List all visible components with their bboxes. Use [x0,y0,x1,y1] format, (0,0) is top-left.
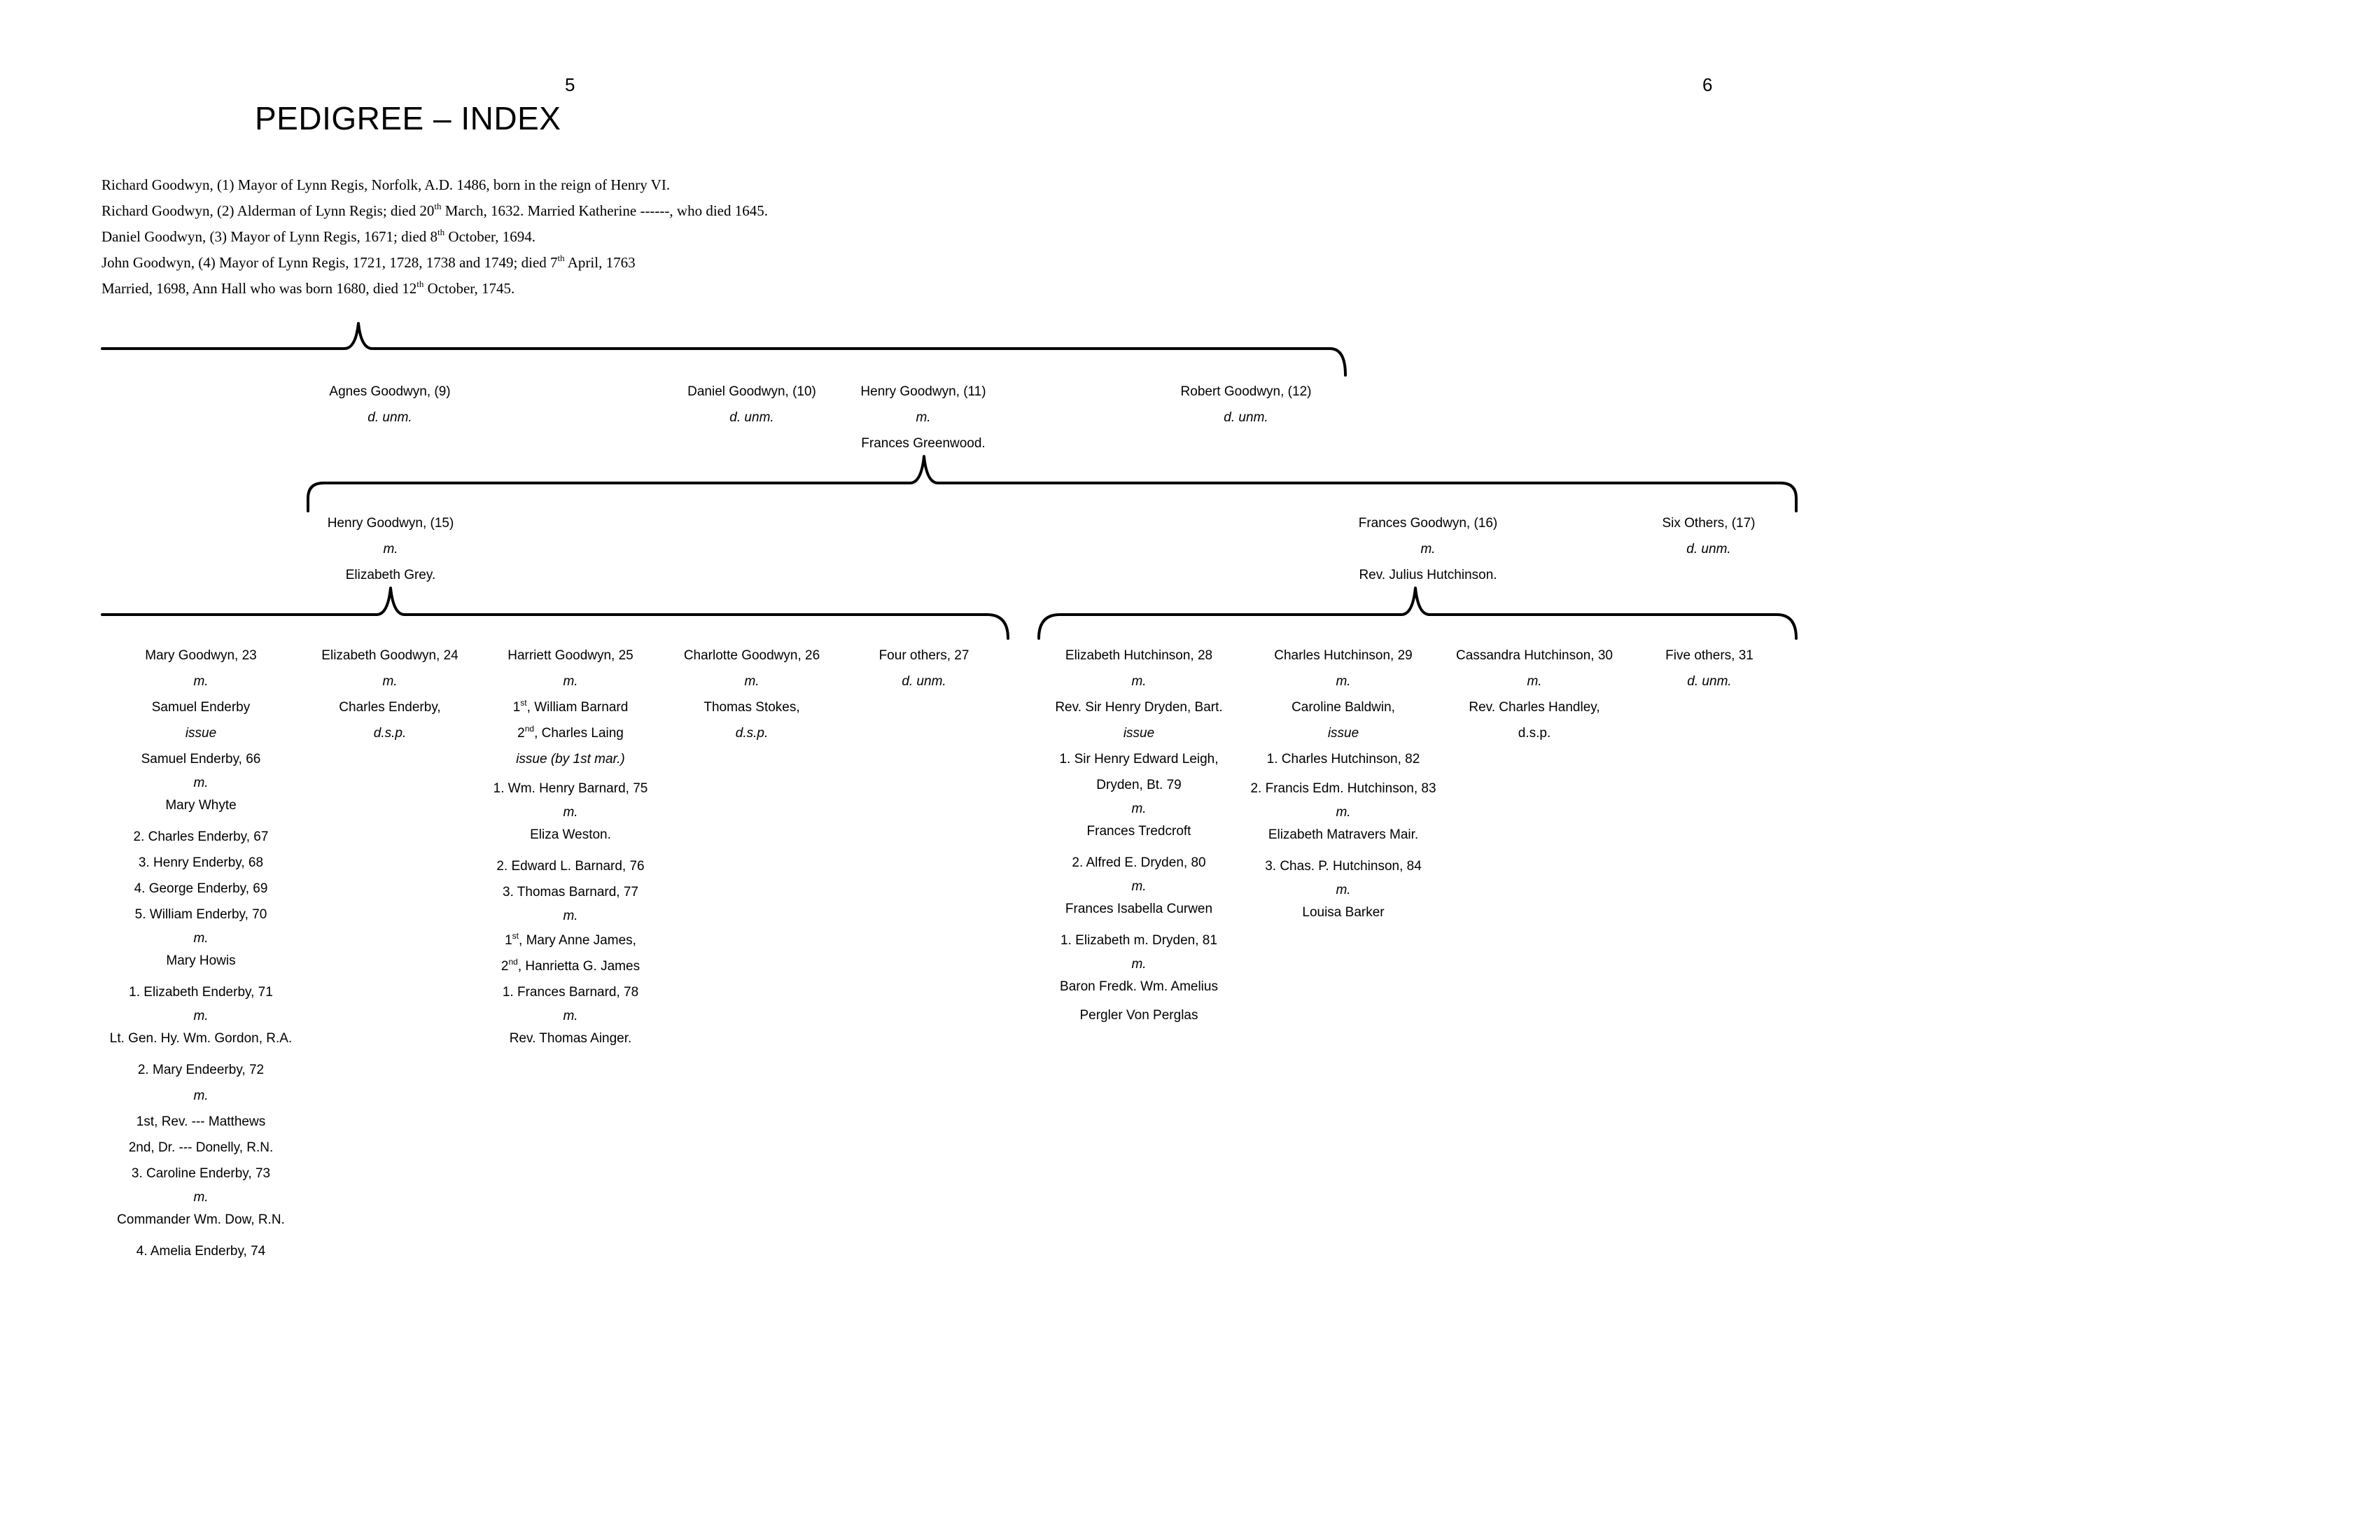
intro-line-5: Married, 1698, Ann Hall who was born 1680, died 12th October, 1745. [102,279,515,297]
person-cassandra-hutchinson: Cassandra Hutchinson, 30 m. Rev. Charles Handley, d.s.p. [1456,648,1613,741]
person-daniel-goodwyn: Daniel Goodwyn, (10) d. unm. [687,384,816,425]
intro-line-3: Daniel Goodwyn, (3) Mayor of Lynn Regis, 1671; died 8th October, 1694. [102,227,536,245]
person-four-others: Four others, 27 d. unm. [878,648,969,689]
person-henry-goodwyn-15: Henry Goodwyn, (15) m. Elizabeth Grey. [327,516,454,582]
page-title: PEDIGREE – INDEX [255,100,561,136]
person-agnes-goodwyn: Agnes Goodwyn, (9) d. unm. [329,384,451,425]
person-frances-goodwyn: Frances Goodwyn, (16) m. Rev. Julius Hutchinson. [1358,516,1498,582]
intro-line-1: Richard Goodwyn, (1) Mayor of Lynn Regis, Norfolk, A.D. 1486, born in the reign of Henry VI. [102,176,671,193]
intro-line-2: Richard Goodwyn, (2) Alderman of Lynn Regis; died 20th March, 1632. Married Katherine ------, who died 1645. [102,201,768,219]
bracket-generation-4-right [1039,588,1796,638]
bracket-generation-2 [102,323,1345,375]
person-elizabeth-hutchinson: Elizabeth Hutchinson, 28 m. Rev. Sir Henry Dryden, Bart. issue 1. Sir Henry Edward Leigh, Dryden, Bt. 79 m. Frances Tredcroft 2. Alfred E. Dryden, 80 m. Frances Isabella Curwen 1. Elizabeth m. Dryden, 81 m. Baron Fredk. Wm. Amelius Pergler Von Perglas [1055,648,1223,1023]
person-mary-goodwyn: Mary Goodwyn, 23 m. Samuel Enderby issue Samuel Enderby, 66 m. Mary Whyte 2. Charles Enderby, 67 3. Henry Enderby, 68 4. George Enderby, 69 5. William Enderby, 70 m. Mary Howis 1. Elizabeth Enderby, 71 m. Lt. Gen. Hy. Wm. Gordon, R.A. 2. Mary Endeerby, 72 m. 1st, Rev. --- Matthews 2nd, Dr. --- Donelly, R.N. 3. Caroline Enderby, 73 m. Commander Wm. Dow, R.N. 4. Amelia Enderby, 74 [109,648,293,1259]
person-six-others: Six Others, (17) d. unm. [1662,516,1756,556]
page-number-right: 6 [1702,74,1713,95]
person-five-others: Five others, 31 d. unm. [1665,648,1754,689]
bracket-generation-4-left [102,588,1008,638]
person-robert-goodwyn: Robert Goodwyn, (12) d. unm. [1180,384,1312,425]
person-harriett-goodwyn: Harriett Goodwyn, 25 m. 1st, William Barnard 2nd, Charles Laing issue (by 1st mar.) 1. Wm. Henry Barnard, 75 m. Eliza Weston. 2. Edward L. Barnard, 76 3. Thomas Barnard, 77 m. 1st, Mary Anne James, 2nd, Hanrietta G. James 1. Frances Barnard, 78 m. Rev. Thomas Ainger. [493,648,648,1046]
person-elizabeth-goodwyn: Elizabeth Goodwyn, 24 m. Charles Enderby, d.s.p. [321,648,458,741]
person-henry-goodwyn-11: Henry Goodwyn, (11) m. Frances Greenwood. [860,384,986,451]
intro-line-4: John Goodwyn, (4) Mayor of Lynn Regis, 1721, 1728, 1738 and 1749; died 7th April, 1763 [102,253,636,271]
person-charlotte-goodwyn: Charlotte Goodwyn, 26 m. Thomas Stokes, d.s.p. [683,648,820,741]
page-number-left: 5 [565,74,575,95]
person-charles-hutchinson: Charles Hutchinson, 29 m. Caroline Baldwin, issue 1. Charles Hutchinson, 82 2. Francis Edm. Hutchinson, 83 m. Elizabeth Matravers Mair. 3. Chas. P. Hutchinson, 84 m. Louisa Barker [1250,648,1436,920]
bracket-generation-3 [308,456,1796,511]
